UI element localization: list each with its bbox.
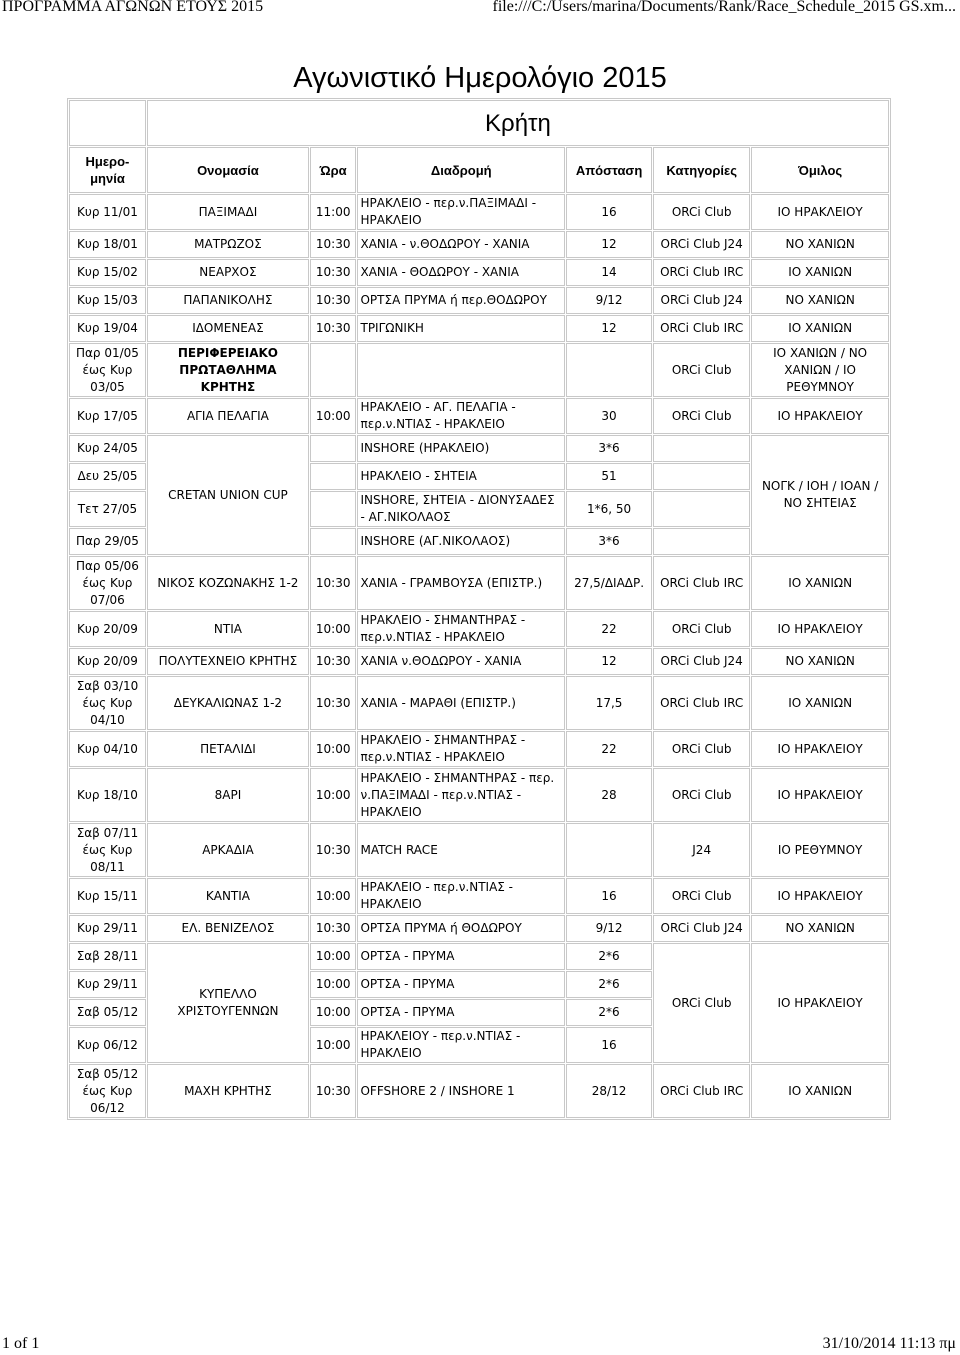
route-cell: OFFSHORE 2 / INSHORE 1 <box>357 1064 565 1118</box>
date-cell: Σαβ 07/11 έως Κυρ 08/11 <box>69 823 146 877</box>
club-cell: ΙΟ ΗΡΑΚΛΕΙΟΥ <box>751 611 889 647</box>
time-cell: 10:00 <box>310 943 357 970</box>
table-row <box>69 315 889 342</box>
category-cell: ORCi Club J24 <box>653 231 750 258</box>
name-cell: ΜΑΤΡΩΖΟΣ <box>147 231 309 258</box>
category-cell: ORCi Club <box>653 768 750 822</box>
table-row <box>69 194 889 230</box>
category-cell: ORCi Club <box>653 731 750 767</box>
date-cell: Κυρ 18/01 <box>69 231 146 258</box>
time-cell: 10:30 <box>310 231 357 258</box>
category-cell: ORCi Club <box>653 611 750 647</box>
name-cell: ΕΛ. ΒΕΝΙΖΕΛΟΣ <box>147 915 309 942</box>
name-cell: ΝΙΚΟΣ ΚΟΖΩΝΑΚΗΣ 1-2 <box>147 556 309 610</box>
time-cell: 10:30 <box>310 676 357 730</box>
route-cell: ΟΡΤΣΑ - ΠΡΥΜΑ <box>357 943 565 970</box>
table-row <box>69 343 889 397</box>
category-cell <box>653 435 750 462</box>
date-cell: Κυρ 15/03 <box>69 287 146 314</box>
date-cell: Σαβ 03/10 έως Κυρ 04/10 <box>69 676 146 730</box>
distance-cell: 14 <box>566 259 652 286</box>
route-cell: ΟΡΤΣΑ ΠΡΥΜΑ ή περ.ΘΟΔΩΡΟΥ <box>357 287 565 314</box>
table-row <box>69 878 889 914</box>
time-cell <box>310 463 357 490</box>
time-cell <box>310 491 357 527</box>
route-cell: ΟΡΤΣΑ - ΠΡΥΜΑ <box>357 971 565 998</box>
time-cell: 10:30 <box>310 259 357 286</box>
name-cell: ΠΕΤΑΛΙΔΙ <box>147 731 309 767</box>
distance-cell: 16 <box>566 194 652 230</box>
category-cell: ORCi Club IRC <box>653 556 750 610</box>
distance-cell: 16 <box>566 1027 652 1063</box>
table-row <box>69 648 889 675</box>
distance-cell <box>566 343 652 397</box>
table-row <box>69 823 889 877</box>
col-club: Όμιλος <box>751 147 889 193</box>
time-cell: 10:00 <box>310 768 357 822</box>
name-cell: ΜΑΧΗ ΚΡΗΤΗΣ <box>147 1064 309 1118</box>
table-row <box>69 676 889 730</box>
table-row <box>69 731 889 767</box>
distance-cell: 16 <box>566 878 652 914</box>
route-cell: ΗΡΑΚΛΕΙΟ - περ.ν.ΠΑΞΙΜΑΔΙ - ΗΡΑΚΛΕΙΟ <box>357 194 565 230</box>
table-row <box>69 287 889 314</box>
distance-cell: 3*6 <box>566 435 652 462</box>
print-footer-page: 1 of 1 <box>2 1335 40 1352</box>
club-cell: ΙΟ ΗΡΑΚΛΕΙΟΥ <box>751 878 889 914</box>
time-cell: 10:30 <box>310 287 357 314</box>
col-route: Διαδρομή <box>357 147 565 193</box>
club-cell: ΝΟ ΧΑΝΙΩΝ <box>751 915 889 942</box>
club-cell: ΝΟ ΧΑΝΙΩΝ <box>751 287 889 314</box>
name-cell: CRETAN UNION CUP <box>147 435 309 555</box>
region-heading: Κρήτη <box>147 100 889 146</box>
date-cell: Κυρ 15/11 <box>69 878 146 914</box>
route-cell: ΧΑΝΙΑ ν.ΘΟΔΩΡΟΥ - ΧΑΝΙΑ <box>357 648 565 675</box>
route-cell <box>357 343 565 397</box>
name-cell: ΚΑΝΤΙΑ <box>147 878 309 914</box>
schedule-table <box>67 98 891 1120</box>
category-cell: ORCi Club J24 <box>653 915 750 942</box>
date-cell: Κυρ 04/10 <box>69 731 146 767</box>
col-time: Ώρα <box>310 147 357 193</box>
time-cell: 10:00 <box>310 731 357 767</box>
page-title: Αγωνιστικό Ημερολόγιο 2015 <box>293 62 667 94</box>
club-cell: ΝΟ ΧΑΝΙΩΝ <box>751 231 889 258</box>
date-cell: Παρ 01/05 έως Κυρ 03/05 <box>69 343 146 397</box>
date-cell: Κυρ 15/02 <box>69 259 146 286</box>
distance-cell: 1*6, 50 <box>566 491 652 527</box>
category-cell: ORCi Club <box>653 398 750 434</box>
distance-cell: 2*6 <box>566 999 652 1026</box>
table-row <box>69 259 889 286</box>
table-row <box>69 231 889 258</box>
name-cell: ΠΕΡΙΦΕΡΕΙΑΚΟ ΠΡΩΤΑΘΛΗΜΑ ΚΡΗΤΗΣ <box>147 343 309 397</box>
time-cell: 10:30 <box>310 915 357 942</box>
distance-cell: 22 <box>566 611 652 647</box>
category-cell: ORCi Club <box>653 878 750 914</box>
name-cell: ΔΕΥΚΑΛΙΩΝΑΣ 1-2 <box>147 676 309 730</box>
route-cell: ΟΡΤΣΑ - ΠΡΥΜΑ <box>357 999 565 1026</box>
distance-cell: 12 <box>566 648 652 675</box>
header-row <box>69 147 889 193</box>
route-cell: ΗΡΑΚΛΕΙΟ - περ.ν.ΝΤΙΑΣ - ΗΡΑΚΛΕΙΟ <box>357 878 565 914</box>
category-cell: ORCi Club <box>653 943 750 1063</box>
date-cell: Κυρ 29/11 <box>69 971 146 998</box>
table-row <box>69 943 889 970</box>
distance-cell: 9/12 <box>566 287 652 314</box>
category-cell: ORCi Club IRC <box>653 315 750 342</box>
club-cell: ΙΟ ΗΡΑΚΛΕΙΟΥ <box>751 768 889 822</box>
print-footer-date: 31/10/2014 11:13 πμ <box>822 1335 956 1352</box>
route-cell: ΟΡΤΣΑ ΠΡΥΜΑ ή ΘΟΔΩΡΟΥ <box>357 915 565 942</box>
route-cell: ΧΑΝΙΑ - ΜΑΡΑΘΙ (ΕΠΙΣΤΡ.) <box>357 676 565 730</box>
route-cell: ΗΡΑΚΛΕΙΟ - ΣΗΤΕΙΑ <box>357 463 565 490</box>
name-cell: ΠΑΠΑΝΙΚΟΛΗΣ <box>147 287 309 314</box>
print-header-url: file:///C:/Users/marina/Documents/Rank/Race_Schedule_2015 GS.xm... <box>492 0 956 15</box>
time-cell: 10:00 <box>310 398 357 434</box>
category-cell: ORCi Club J24 <box>653 648 750 675</box>
club-cell: ΙΟ ΧΑΝΙΩΝ <box>751 1064 889 1118</box>
date-cell: Κυρ 20/09 <box>69 648 146 675</box>
date-cell: Κυρ 06/12 <box>69 1027 146 1063</box>
category-cell: ORCi Club IRC <box>653 259 750 286</box>
distance-cell: 2*6 <box>566 943 652 970</box>
table-row <box>69 435 889 462</box>
distance-cell: 51 <box>566 463 652 490</box>
route-cell: ΗΡΑΚΛΕΙΟ - ΣΗΜΑΝΤΗΡΑΣ - περ. ν.ΠΑΞΙΜΑΔΙ - περ.ν.ΝΤΙΑΣ - ΗΡΑΚΛΕΙΟ <box>357 768 565 822</box>
distance-cell: 9/12 <box>566 915 652 942</box>
date-cell: Σαβ 28/11 <box>69 943 146 970</box>
distance-cell: 17,5 <box>566 676 652 730</box>
route-cell: ΤΡΙΓΩΝΙΚΗ <box>357 315 565 342</box>
date-cell: Κυρ 20/09 <box>69 611 146 647</box>
club-cell: ΝΟ ΧΑΝΙΩΝ <box>751 648 889 675</box>
category-cell: ORCi Club <box>653 343 750 397</box>
date-cell: Κυρ 29/11 <box>69 915 146 942</box>
time-cell: 10:30 <box>310 556 357 610</box>
club-cell: ΙΟ ΧΑΝΙΩΝ <box>751 315 889 342</box>
route-cell: INSHORE (ΗΡΑΚΛΕΙΟ) <box>357 435 565 462</box>
table-row <box>69 768 889 822</box>
club-cell: ΙΟ ΧΑΝΙΩΝ <box>751 676 889 730</box>
route-cell: ΧΑΝΙΑ - ΓΡΑΜΒΟΥΣΑ (ΕΠΙΣΤΡ.) <box>357 556 565 610</box>
route-cell: INSHORE (ΑΓ.ΝΙΚΟΛΑΟΣ) <box>357 528 565 555</box>
date-cell: Κυρ 17/05 <box>69 398 146 434</box>
route-cell: INSHORE, ΣΗΤΕΙΑ - ΔΙΟΝΥΣΑΔΕΣ - ΑΓ.ΝΙΚΟΛΑΟΣ <box>357 491 565 527</box>
distance-cell: 30 <box>566 398 652 434</box>
route-cell: ΗΡΑΚΛΕΙΟΥ - περ.ν.ΝΤΙΑΣ - ΗΡΑΚΛΕΙΟ <box>357 1027 565 1063</box>
route-cell: ΗΡΑΚΛΕΙΟ - ΑΓ. ΠΕΛΑΓΙΑ - περ.ν.ΝΤΙΑΣ - ΗΡΑΚΛΕΙΟ <box>357 398 565 434</box>
name-cell: ΠΑΞΙΜΑΔΙ <box>147 194 309 230</box>
time-cell <box>310 343 357 397</box>
club-cell: ΙΟ ΧΑΝΙΩΝ <box>751 259 889 286</box>
time-cell: 11:00 <box>310 194 357 230</box>
club-cell: ΙΟ ΗΡΑΚΛΕΙΟΥ <box>751 943 889 1063</box>
time-cell: 10:30 <box>310 1064 357 1118</box>
col-distance: Απόσταση <box>566 147 652 193</box>
category-cell <box>653 491 750 527</box>
date-cell: Παρ 29/05 <box>69 528 146 555</box>
date-cell: Κυρ 19/04 <box>69 315 146 342</box>
date-cell: Δευ 25/05 <box>69 463 146 490</box>
distance-cell: 27,5/ΔΙΑΔΡ. <box>566 556 652 610</box>
date-cell: Κυρ 11/01 <box>69 194 146 230</box>
club-cell: ΙΟ ΧΑΝΙΩΝ <box>751 556 889 610</box>
date-cell: Σαβ 05/12 <box>69 999 146 1026</box>
time-cell: 10:00 <box>310 971 357 998</box>
name-cell: ΚΥΠΕΛΛΟ ΧΡΙΣΤΟΥΓΕΝΝΩΝ <box>147 943 309 1063</box>
date-cell: Κυρ 24/05 <box>69 435 146 462</box>
date-cell: Κυρ 18/10 <box>69 768 146 822</box>
distance-cell: 12 <box>566 315 652 342</box>
distance-cell: 22 <box>566 731 652 767</box>
category-cell: ORCi Club IRC <box>653 1064 750 1118</box>
time-cell: 10:30 <box>310 823 357 877</box>
category-cell: ORCi Club J24 <box>653 287 750 314</box>
date-cell: Σαβ 05/12 έως Κυρ 06/12 <box>69 1064 146 1118</box>
route-cell: ΧΑΝΙΑ - ν.ΘΟΔΩΡΟΥ - ΧΑΝΙΑ <box>357 231 565 258</box>
name-cell: ΝΤΙΑ <box>147 611 309 647</box>
col-date: Ημερο-μηνία <box>69 147 146 193</box>
category-cell <box>653 528 750 555</box>
col-name: Ονομασία <box>147 147 309 193</box>
time-cell: 10:00 <box>310 611 357 647</box>
category-cell: ORCi Club IRC <box>653 676 750 730</box>
club-cell: ΙΟ ΗΡΑΚΛΕΙΟΥ <box>751 731 889 767</box>
distance-cell: 3*6 <box>566 528 652 555</box>
table-row <box>69 915 889 942</box>
time-cell <box>310 435 357 462</box>
club-cell: ΙΟ ΗΡΑΚΛΕΙΟΥ <box>751 398 889 434</box>
time-cell: 10:00 <box>310 1027 357 1063</box>
time-cell <box>310 528 357 555</box>
date-cell: Τετ 27/05 <box>69 491 146 527</box>
club-cell: ΙΟ ΧΑΝΙΩΝ / ΝΟ ΧΑΝΙΩΝ / ΙΟ ΡΕΘΥΜΝΟΥ <box>751 343 889 397</box>
print-header-title: ΠΡΟΓΡΑΜΜΑ ΑΓΩΝΩΝ ΕΤΟΥΣ 2015 <box>2 0 264 15</box>
distance-cell: 12 <box>566 231 652 258</box>
table-row <box>69 611 889 647</box>
time-cell: 10:30 <box>310 315 357 342</box>
category-cell: J24 <box>653 823 750 877</box>
route-cell: ΧΑΝΙΑ - ΘΟΔΩΡΟΥ - ΧΑΝΙΑ <box>357 259 565 286</box>
distance-cell: 2*6 <box>566 971 652 998</box>
time-cell: 10:00 <box>310 999 357 1026</box>
club-cell: ΝΟΓΚ / ΙΟΗ / ΙΟΑΝ / ΝΟ ΣΗΤΕΙΑΣ <box>751 435 889 555</box>
club-cell: ΙΟ ΡΕΘΥΜΝΟΥ <box>751 823 889 877</box>
name-cell: ΙΔΟΜΕΝΕΑΣ <box>147 315 309 342</box>
col-categories: Κατηγορίες <box>653 147 750 193</box>
date-cell: Παρ 05/06 έως Κυρ 07/06 <box>69 556 146 610</box>
route-cell: ΗΡΑΚΛΕΙΟ - ΣΗΜΑΝΤΗΡΑΣ - περ.ν.ΝΤΙΑΣ - ΗΡΑΚΛΕΙΟ <box>357 731 565 767</box>
distance-cell <box>566 823 652 877</box>
club-cell: ΙΟ ΗΡΑΚΛΕΙΟΥ <box>751 194 889 230</box>
category-cell: ORCi Club <box>653 194 750 230</box>
table-row <box>69 556 889 610</box>
table-row <box>69 1064 889 1118</box>
name-cell: ΠΟΛΥΤΕΧΝΕΙΟ ΚΡΗΤΗΣ <box>147 648 309 675</box>
name-cell: 8ΑΡΙ <box>147 768 309 822</box>
time-cell: 10:00 <box>310 878 357 914</box>
distance-cell: 28 <box>566 768 652 822</box>
time-cell: 10:30 <box>310 648 357 675</box>
route-cell: MATCH RACE <box>357 823 565 877</box>
route-cell: ΗΡΑΚΛΕΙΟ - ΣΗΜΑΝΤΗΡΑΣ - περ.ν.ΝΤΙΑΣ - ΗΡΑΚΛΕΙΟ <box>357 611 565 647</box>
category-cell <box>653 463 750 490</box>
name-cell: ΝΕΑΡΧΟΣ <box>147 259 309 286</box>
distance-cell: 28/12 <box>566 1064 652 1118</box>
name-cell: ΑΓΙΑ ΠΕΛΑΓΙΑ <box>147 398 309 434</box>
name-cell: ΑΡΚΑΔΙΑ <box>147 823 309 877</box>
table-row <box>69 398 889 434</box>
